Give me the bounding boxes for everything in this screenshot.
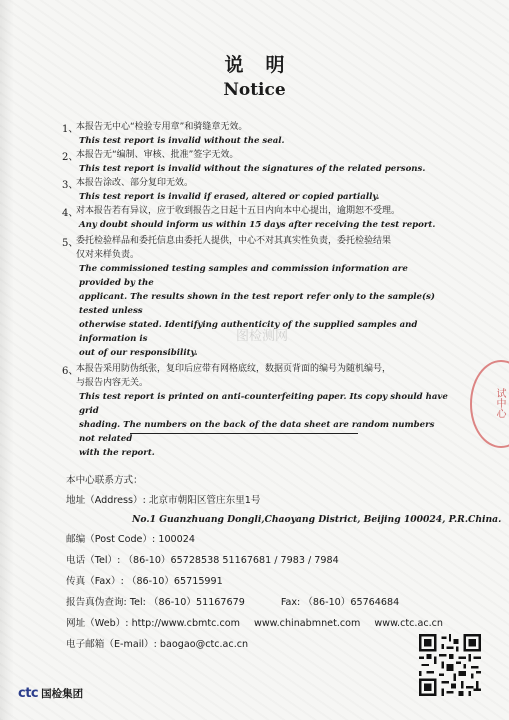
address-en: No.1 Guanzhuang Dongli,Chaoyang District, Beijing 100024, P.R.China. (132, 514, 502, 525)
notice-item-cn: 本报告无中心“检验专用章”和骑缝章无效。 (76, 122, 248, 132)
notice-item-cn: 与报告内容无关。 (76, 378, 149, 388)
notice-item-cn: 本报告涂改、部分复印无效。 (76, 178, 194, 188)
notice-item-number: 5、 (62, 238, 79, 249)
notice-item-en: This test report is invalid without the signatures of the related persons. (79, 164, 426, 174)
notice-item-en: applicant. The results shown in the test report refer only to the sample(s) tested unless (79, 292, 435, 316)
report-query-fax: Fax: （86-10）65764684 (280, 597, 400, 608)
notice-item-cn: 委托检验样品和委托信息由委托人提供，中心不对其真实性负责，委托检验结果 (76, 236, 392, 246)
notice-item-number: 4、 (62, 208, 79, 219)
notice-item-cn: 本报告无“编制、审核、批准”签字无效。 (76, 150, 239, 160)
notice-item-en: This test report is printed on anti-counterfeiting paper. Its copy should have grid (79, 392, 448, 416)
notice-item-cn: 本报告采用防伪纸张，复印后应带有网格底纹，数据页背面的编号为随机编号， (76, 364, 392, 374)
notice-item-en: shading. The numbers on the back of the data sheet are random numbers not related (79, 420, 435, 444)
report-query (66, 592, 466, 613)
fax: 传真（Fax）: （86-10）65715991 (66, 576, 223, 587)
postcode: 邮编（Post Code）: 100024 (66, 534, 195, 545)
telephone: 电话（Tel）: （86-10）65728538 51167681 / 7983 / 7984 (66, 555, 339, 566)
notice-item (62, 362, 452, 460)
notice-item-cn: 仅对来样负责。 (76, 250, 140, 260)
divider-line (130, 433, 358, 434)
page-edge-shadow (0, 0, 14, 720)
notice-item-en: with the report. (79, 448, 155, 458)
watermark-text: 图检测网 (236, 329, 289, 344)
notice-item (62, 204, 452, 232)
notice-item-en: otherwise stated. Identifying authenticity of the supplied samples and information is (79, 320, 418, 344)
notice-item (62, 120, 452, 148)
notice-item (62, 148, 452, 176)
notice-item-number: 2、 (62, 152, 79, 163)
notice-item-en: out of our responsibility. (79, 348, 198, 358)
seal-stamp-text: 试中心 (494, 388, 505, 418)
qr-code-icon (419, 634, 481, 696)
notice-item-en: Any doubt should inform us within 15 days after receiving the test report. (79, 220, 436, 230)
logo-name: 国检集团 (41, 688, 84, 700)
notice-item-en: The commissioned testing samples and commission information are provided by the (79, 264, 408, 288)
notice-item (62, 176, 452, 204)
notice-item-en: This test report is invalid without the seal. (79, 136, 285, 146)
page-title-cn: 说明 (224, 54, 307, 76)
website-3[interactable]: www.ctc.ac.cn (374, 618, 444, 629)
contact-heading: 本中心联系方式： (66, 475, 143, 486)
email[interactable]: 电子邮箱（E-mail）: baogao@ctc.ac.cn (66, 639, 249, 650)
notice-item-en: This test report is invalid if erased, altered or copied partially. (79, 192, 380, 202)
ctc-logo (18, 686, 83, 701)
contact-block (66, 470, 502, 655)
website-row (66, 613, 466, 634)
notice-item-cn: 对本报告若有异议，应于收到报告之日起十五日内向本中心提出，逾期恕不受理。 (76, 206, 401, 216)
address-cn: 地址（Address）: 北京市朝阳区管庄东里1号 (66, 495, 261, 506)
page-title-en: Notice (223, 80, 286, 100)
notice-items (62, 120, 452, 460)
website-2[interactable]: www.chinabmnet.com (253, 618, 361, 629)
logo-mark: ctc (18, 686, 39, 701)
website-1[interactable]: 网址（Web）: http://www.cbmtc.com (66, 618, 240, 629)
report-query-tel: 报告真伪查询: Tel: （86-10）51167679 (66, 597, 245, 608)
notice-item-number: 3、 (62, 180, 79, 191)
notice-item-number: 6、 (62, 366, 79, 377)
notice-item-number: 1、 (62, 124, 79, 135)
